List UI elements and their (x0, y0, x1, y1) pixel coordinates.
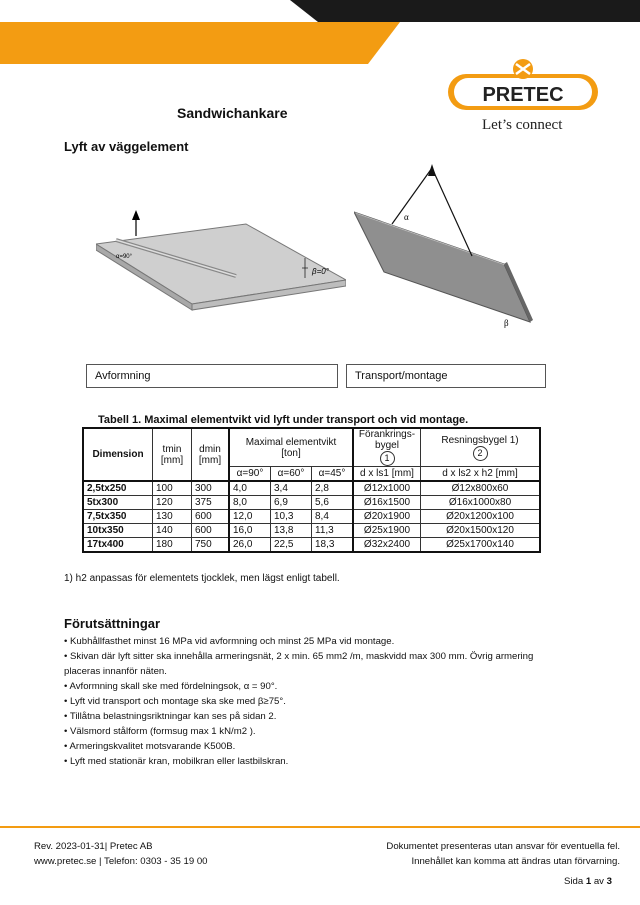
header-max-weight: Maximal elementvikt [ton] (229, 428, 353, 467)
header-band-orange (0, 22, 400, 64)
list-item: • Lyft med stationär kran, mobilkran eller lastbilskran. (64, 754, 564, 769)
footer-revision: Rev. 2023-01-31| Pretec AB (34, 841, 153, 852)
footer-right (386, 839, 620, 869)
list-item: • Tillåtna belastningsriktningar kan ses på sidan 2. (64, 709, 564, 724)
header-anchor: Förankrings-bygel 1 (353, 428, 421, 467)
table-row: 7,5tx350 130 600 12,0 10,3 8,4 Ø20x1900 Ø20x1200x100 (83, 510, 540, 524)
svg-text:β: β (504, 318, 509, 328)
footer-left (34, 839, 208, 869)
header-tmin: tmin [mm] (153, 428, 192, 481)
header-dimension: Dimension (83, 428, 153, 481)
caption-transport-montage: Transport/montage (346, 364, 546, 388)
svg-text:β=0°: β=0° (312, 267, 329, 276)
list-item: • Lyft vid transport och montage ska ske med β≥75°. (64, 694, 564, 709)
table-caption: Tabell 1. Maximal elementvikt vid lyft under transport och vid montage. (98, 414, 469, 426)
header-a45: α=45° (312, 467, 354, 482)
table-row: 17tx400 180 750 26,0 22,5 18,3 Ø32x2400 Ø25x1700x140 (83, 538, 540, 553)
header-a90: α=90° (229, 467, 271, 482)
list-item: • Armeringskvalitet motsvarande K500B. (64, 739, 564, 754)
table-row: 2,5tx250 100 300 4,0 3,4 2,8 Ø12x1000 Ø12x800x60 (83, 481, 540, 496)
list-item: • Välsmord stålform (formsug max 1 kN/m2 ). (64, 724, 564, 739)
header-dmin: dmin [mm] (192, 428, 230, 481)
page-number: Sida 1 av 3 (563, 876, 612, 887)
header-a60: α=60° (271, 467, 312, 482)
svg-text:α=90°: α=90° (116, 254, 133, 260)
section-subtitle: Lyft av väggelement (64, 139, 189, 154)
conditions-list (64, 634, 564, 769)
footer-contact[interactable]: www.pretec.se | Telefon: 0303 - 35 19 00 (34, 856, 208, 867)
list-item: • Skivan där lyft sitter ska innehålla armeringsnät, 2 x min. 65 mm2 /m, maskvidd max 300 mm. Övrig armering placeras innanför näten. (64, 649, 564, 679)
footer-disclaimer-1: Dokumentet presenteras utan ansvar för eventuella fel. (386, 841, 620, 852)
table-footnote: 1) h2 anpassas för elementets tjocklek, men lägst enligt tabell. (64, 573, 340, 584)
tagline: Let’s connect (482, 117, 563, 133)
page-title: Sandwichankare (177, 105, 288, 121)
list-item: • Avformning skall ske med fördelningsok, α = 90°. (64, 679, 564, 694)
header-anchor-dims: d x ls1 [mm] (353, 467, 421, 482)
caption-avformning: Avformning (86, 364, 338, 388)
header-lift-dims: d x ls2 x h2 [mm] (421, 467, 541, 482)
footer-disclaimer-2: Innehållet kan komma att ändras utan förvarning. (411, 856, 620, 867)
header-band-black (290, 0, 640, 22)
footer-divider (0, 826, 640, 828)
figure-avformning (96, 196, 346, 316)
svg-text:α: α (404, 212, 409, 222)
max-weight-table (82, 427, 541, 553)
figure-transport-montage (354, 160, 544, 332)
list-item: • Kubhållfasthet minst 16 MPa vid avformning och minst 25 MPa vid montage. (64, 634, 564, 649)
table-row: 5tx300 120 375 8,0 6,9 5,6 Ø16x1500 Ø16x1000x80 (83, 496, 540, 510)
pretec-logo (446, 58, 602, 114)
svg-text:PRETEC: PRETEC (482, 84, 564, 106)
header-lift: Resningsbygel 1) 2 (421, 428, 541, 467)
table-row: 10tx350 140 600 16,0 13,8 11,3 Ø25x1900 Ø20x1500x120 (83, 524, 540, 538)
conditions-title: Förutsättningar (64, 616, 161, 631)
